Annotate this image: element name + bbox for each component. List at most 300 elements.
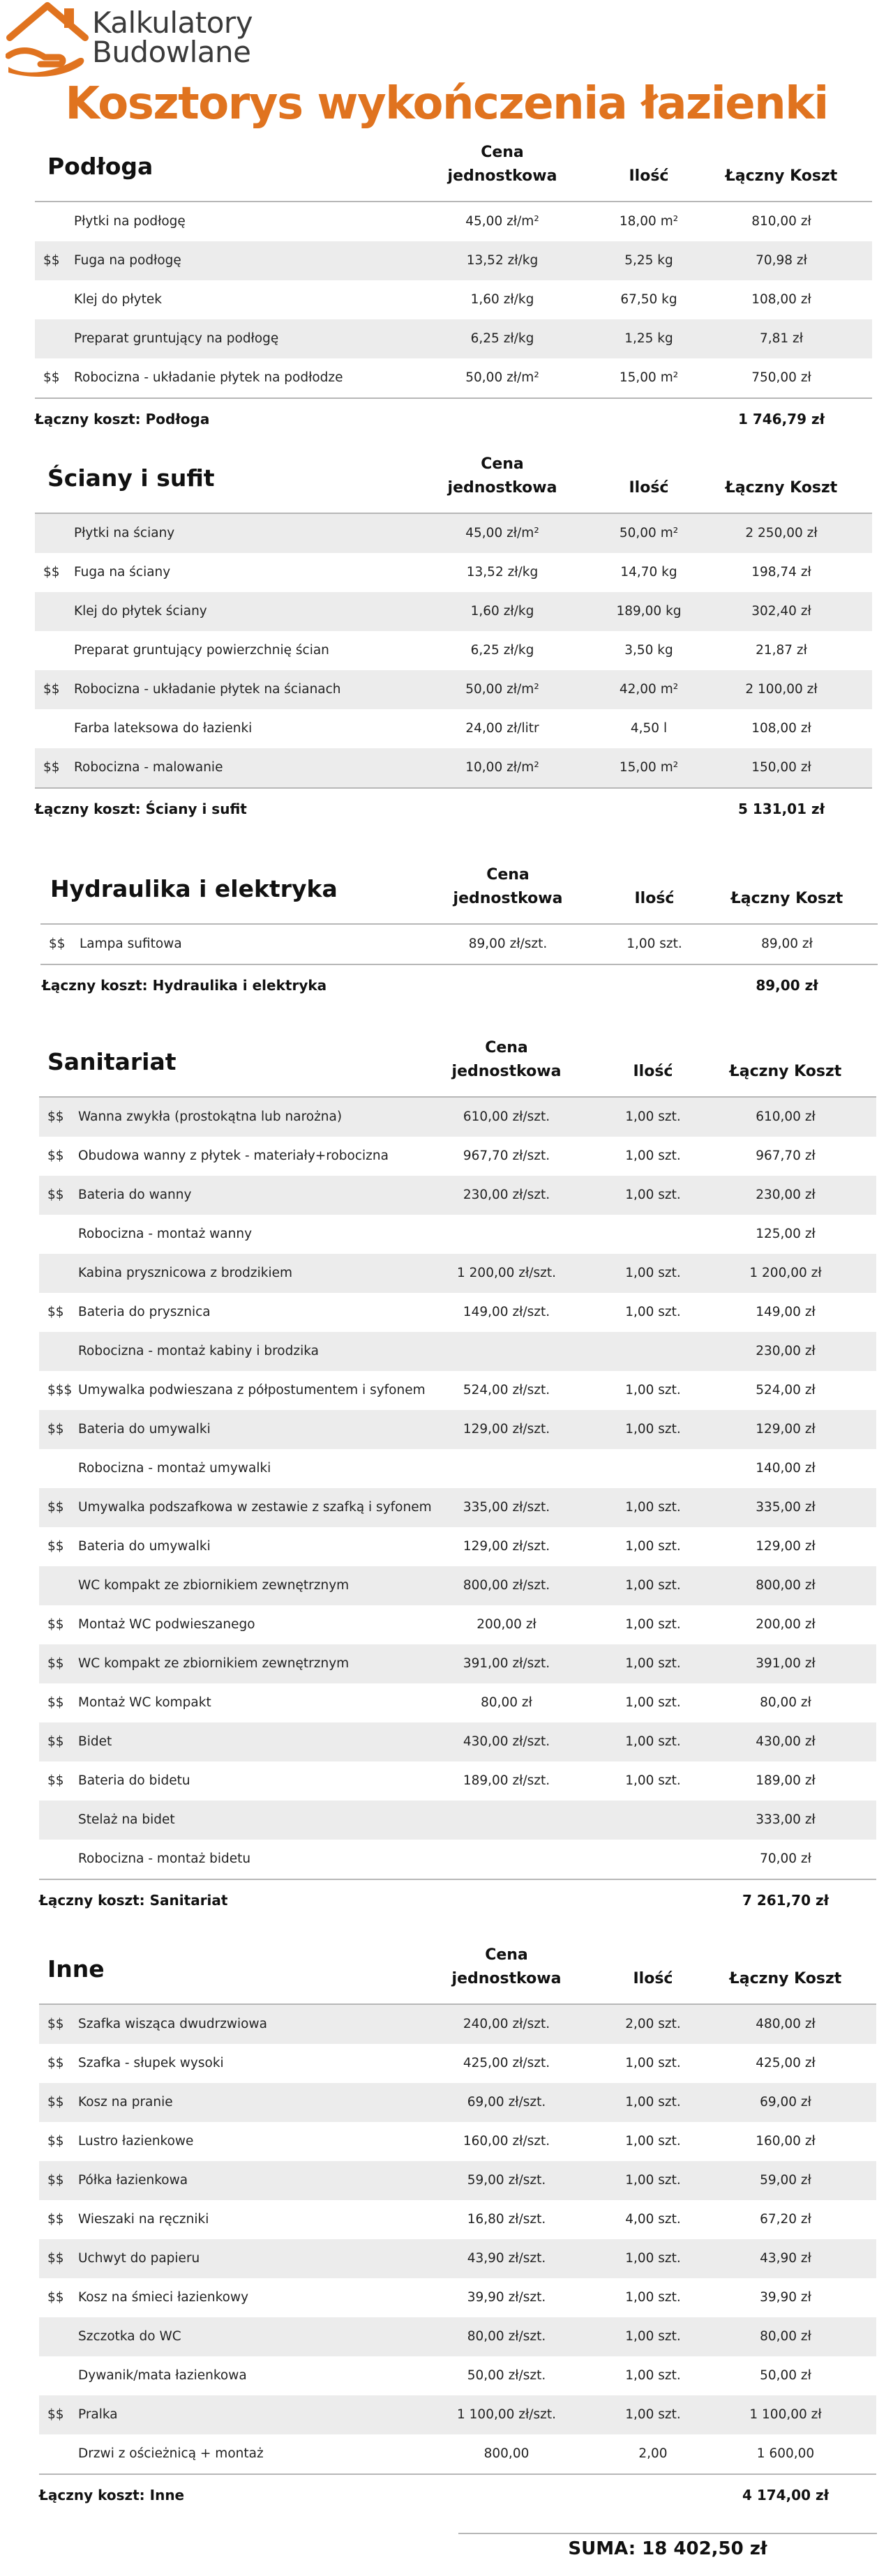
table-row xyxy=(39,1449,876,1488)
item-name: Szafka - słupek wysoki xyxy=(78,2056,224,2070)
quantity: 1,00 szt. xyxy=(625,1617,681,1632)
item-name: WC kompakt ze zbiornikiem zewnętrznym xyxy=(78,1578,350,1593)
table-row xyxy=(39,1566,876,1605)
line-total: 50,00 zł xyxy=(760,2368,811,2383)
table-row xyxy=(39,1801,876,1840)
item-name: Pralka xyxy=(78,2407,118,2422)
quantity: 1,25 kg xyxy=(624,331,673,346)
table-row xyxy=(39,2200,876,2239)
price-level-mark: $$ xyxy=(47,2251,64,2266)
line-total: 7,81 zł xyxy=(759,331,804,346)
quantity: 2,00 xyxy=(638,2446,668,2461)
section-summary-total: 7 261,70 zł xyxy=(742,1892,830,1909)
unit-price: 1,60 zł/kg xyxy=(470,604,534,619)
cost-section xyxy=(35,444,872,826)
item-name: Fuga na ściany xyxy=(74,565,171,579)
table-row xyxy=(39,1176,876,1215)
table-row xyxy=(39,1644,876,1683)
line-total: 430,00 zł xyxy=(756,1734,816,1749)
table-row xyxy=(39,1371,876,1410)
table-row xyxy=(40,925,878,964)
section-title: Inne xyxy=(47,1955,105,1983)
item-name: Lustro łazienkowe xyxy=(78,2134,194,2149)
item-name: Montaż WC podwieszanego xyxy=(78,1617,255,1632)
line-total: 21,87 zł xyxy=(756,643,807,658)
column-header-price-line2: jednostkowa xyxy=(451,1970,562,1987)
item-name: Robocizna - malowanie xyxy=(74,760,223,775)
cost-section xyxy=(39,1028,876,1918)
unit-price: 50,00 zł/m² xyxy=(465,682,539,697)
line-total: 149,00 zł xyxy=(756,1305,816,1319)
line-total: 230,00 zł xyxy=(756,1344,816,1358)
item-name: Kabina prysznicowa z brodzikiem xyxy=(78,1266,293,1280)
unit-price: 1 100,00 zł/szt. xyxy=(457,2407,556,2422)
item-name: WC kompakt ze zbiornikiem zewnętrznym xyxy=(78,1656,350,1671)
table-row xyxy=(39,1293,876,1332)
page-title: Kosztorys wykończenia łazienki xyxy=(65,78,828,130)
item-name: Montaż WC kompakt xyxy=(78,1695,211,1710)
item-name: Bidet xyxy=(78,1734,112,1749)
quantity: 1,00 szt. xyxy=(625,2056,681,2070)
quantity: 15,00 m² xyxy=(619,370,679,385)
quantity: 1,00 szt. xyxy=(625,2134,681,2149)
line-total: 108,00 zł xyxy=(751,721,811,736)
section-summary-total: 4 174,00 zł xyxy=(742,2487,830,2503)
price-level-mark: $$ xyxy=(47,1109,64,1124)
line-total: 800,00 zł xyxy=(756,1578,816,1593)
price-level-mark: $$ xyxy=(47,2290,64,2305)
section-summary-label: Łączny koszt: Sanitariat xyxy=(39,1892,228,1909)
unit-price: 13,52 zł/kg xyxy=(466,253,539,268)
quantity: 4,50 l xyxy=(630,721,668,736)
unit-price: 80,00 zł xyxy=(481,1695,532,1710)
item-name: Robocizna - montaż kabiny i brodzika xyxy=(78,1344,319,1358)
column-header-price-line1: Cena xyxy=(485,1039,528,1056)
quantity: 1,00 szt. xyxy=(625,1305,681,1319)
quantity: 1,00 szt. xyxy=(625,1422,681,1437)
unit-price: 16,80 zł/szt. xyxy=(467,2212,546,2227)
quantity: 1,00 szt. xyxy=(625,1539,681,1554)
unit-price: 610,00 zł/szt. xyxy=(463,1109,550,1124)
column-header-price xyxy=(431,863,585,911)
section-summary xyxy=(39,1879,876,1918)
item-name: Bateria do wanny xyxy=(78,1188,192,1202)
item-name: Robocizna - montaż wanny xyxy=(78,1227,253,1241)
item-name: Obudowa wanny z płytek - materiały+robocizna xyxy=(78,1149,389,1163)
column-header-total: Łączny Koszt xyxy=(725,479,838,497)
unit-price: 149,00 zł/szt. xyxy=(463,1305,550,1319)
item-name: Klej do płytek ściany xyxy=(74,604,207,619)
price-level-mark: $$ xyxy=(47,1773,64,1788)
section-title: Hydraulika i elektryka xyxy=(50,875,338,902)
line-total: 200,00 zł xyxy=(756,1617,816,1632)
table-row xyxy=(39,1098,876,1137)
section-summary xyxy=(35,397,872,437)
table-row xyxy=(39,2356,876,2395)
price-level-mark: $$ xyxy=(47,1617,64,1632)
quantity: 1,00 szt. xyxy=(625,1188,681,1202)
section-header xyxy=(39,1935,876,2005)
unit-price: 129,00 zł/szt. xyxy=(463,1422,550,1437)
quantity: 1,00 szt. xyxy=(625,1149,681,1163)
quantity: 1,00 szt. xyxy=(625,1383,681,1397)
table-row xyxy=(35,553,872,592)
item-name: Uchwyt do papieru xyxy=(78,2251,200,2266)
price-level-mark: $$ xyxy=(43,760,60,775)
quantity: 1,00 szt. xyxy=(625,1578,681,1593)
item-name: Robocizna - układanie płytek na ścianach xyxy=(74,682,341,697)
cost-section xyxy=(40,855,878,1003)
table-row xyxy=(39,1605,876,1644)
item-name: Szczotka do WC xyxy=(78,2329,181,2344)
quantity: 1,00 szt. xyxy=(625,2290,681,2305)
item-name: Robocizna - montaż bidetu xyxy=(78,1851,251,1866)
line-total: 610,00 zł xyxy=(756,1109,816,1124)
section-title: Ściany i sufit xyxy=(47,464,215,492)
line-total: 1 100,00 zł xyxy=(749,2407,822,2422)
item-name: Stelaż na bidet xyxy=(78,1812,175,1827)
item-name: Fuga na podłogę xyxy=(74,253,181,268)
item-name: Robocizna - układanie płytek na podłodze xyxy=(74,370,343,385)
price-level-mark: $$ xyxy=(47,2134,64,2149)
quantity: 1,00 szt. xyxy=(625,1266,681,1280)
table-row xyxy=(35,709,872,748)
table-row xyxy=(35,358,872,397)
table-row xyxy=(39,1722,876,1761)
unit-price: 200,00 zł xyxy=(476,1617,536,1632)
price-level-mark: $$ xyxy=(47,1695,64,1710)
cost-section xyxy=(35,132,872,437)
column-header-qty: Ilość xyxy=(629,479,669,497)
quantity: 67,50 kg xyxy=(620,292,677,307)
price-level-mark: $$ xyxy=(43,370,60,385)
line-total: 89,00 zł xyxy=(761,937,813,951)
price-level-mark: $$$ xyxy=(47,1383,73,1397)
unit-price: 967,70 zł/szt. xyxy=(463,1149,550,1163)
line-total: 70,00 zł xyxy=(760,1851,811,1866)
table-row xyxy=(35,670,872,709)
line-total: 70,98 zł xyxy=(756,253,807,268)
unit-price: 800,00 zł/szt. xyxy=(463,1578,550,1593)
section-summary xyxy=(40,964,878,1003)
column-header-price-line2: jednostkowa xyxy=(451,1063,562,1080)
item-name: Bateria do prysznica xyxy=(78,1305,211,1319)
line-total: 198,74 zł xyxy=(751,565,811,579)
column-header-total: Łączny Koszt xyxy=(725,167,838,185)
item-name: Bateria do umywalki xyxy=(78,1422,211,1437)
item-name: Farba lateksowa do łazienki xyxy=(74,721,253,736)
unit-price: 24,00 zł/litr xyxy=(465,721,539,736)
quantity: 1,00 szt. xyxy=(625,2329,681,2344)
column-header-qty: Ilość xyxy=(633,1970,673,1987)
quantity: 4,00 szt. xyxy=(625,2212,681,2227)
table-row xyxy=(39,2278,876,2317)
unit-price: 430,00 zł/szt. xyxy=(463,1734,550,1749)
quantity: 5,25 kg xyxy=(624,253,673,268)
unit-price: 335,00 zł/szt. xyxy=(463,1500,550,1515)
column-header-total: Łączny Koszt xyxy=(729,1970,842,1987)
line-total: 391,00 zł xyxy=(756,1656,816,1671)
line-total: 333,00 zł xyxy=(756,1812,816,1827)
cost-section xyxy=(39,1935,876,2513)
quantity: 1,00 szt. xyxy=(625,2095,681,2109)
table-row xyxy=(39,1761,876,1801)
line-total: 480,00 zł xyxy=(756,2017,816,2031)
quantity: 1,00 szt. xyxy=(626,937,682,951)
quantity: 15,00 m² xyxy=(619,760,679,775)
brand-name-line1: Kalkulatory xyxy=(92,6,253,40)
price-level-mark: $$ xyxy=(47,1149,64,1163)
table-row xyxy=(39,2044,876,2083)
price-level-mark: $$ xyxy=(47,1734,64,1749)
line-total: 2 250,00 zł xyxy=(745,526,818,540)
section-summary-label: Łączny koszt: Inne xyxy=(39,2487,185,2503)
table-row xyxy=(39,1254,876,1293)
unit-price: 240,00 zł/szt. xyxy=(463,2017,550,2031)
quantity: 189,00 kg xyxy=(616,604,682,619)
section-header xyxy=(35,132,872,202)
price-level-mark: $$ xyxy=(47,2173,64,2188)
price-level-mark: $$ xyxy=(47,2095,64,2109)
price-level-mark: $$ xyxy=(47,2017,64,2031)
unit-price: 39,90 zł/szt. xyxy=(467,2290,546,2305)
table-row xyxy=(39,2239,876,2278)
column-header-price-line1: Cena xyxy=(486,866,530,884)
unit-price: 59,00 zł/szt. xyxy=(467,2173,546,2188)
line-total: 69,00 zł xyxy=(760,2095,811,2109)
brand-name-line2: Budowlane xyxy=(92,35,251,69)
price-level-mark: $$ xyxy=(47,1656,64,1671)
price-level-mark: $$ xyxy=(47,1422,64,1437)
unit-price: 45,00 zł/m² xyxy=(465,214,539,229)
table-row xyxy=(39,1840,876,1879)
quantity: 1,00 szt. xyxy=(625,1500,681,1515)
quantity: 1,00 szt. xyxy=(625,1656,681,1671)
table-row xyxy=(35,592,872,631)
item-name: Umywalka podszafkowa w zestawie z szafką i syfonem xyxy=(78,1500,432,1515)
line-total: 39,90 zł xyxy=(760,2290,811,2305)
section-summary-total: 5 131,01 zł xyxy=(737,801,825,817)
table-row xyxy=(35,241,872,280)
section-header xyxy=(40,855,878,925)
line-total: 2 100,00 zł xyxy=(745,682,818,697)
unit-price: 80,00 zł/szt. xyxy=(467,2329,546,2344)
price-level-mark: $$ xyxy=(43,253,60,268)
unit-price: 160,00 zł/szt. xyxy=(463,2134,550,2149)
quantity: 3,50 kg xyxy=(624,643,673,658)
column-header-price-line2: jednostkowa xyxy=(447,167,557,185)
line-total: 160,00 zł xyxy=(756,2134,816,2149)
table-row xyxy=(35,319,872,358)
column-header-price xyxy=(426,453,579,500)
table-row xyxy=(35,280,872,319)
price-level-mark: $$ xyxy=(47,1305,64,1319)
column-header-total: Łączny Koszt xyxy=(730,890,843,907)
section-header xyxy=(35,444,872,514)
column-header-qty: Ilość xyxy=(629,167,669,185)
unit-price: 230,00 zł/szt. xyxy=(463,1188,550,1202)
quantity: 1,00 szt. xyxy=(625,1109,681,1124)
section-summary xyxy=(35,787,872,826)
line-total: 108,00 zł xyxy=(751,292,811,307)
table-row xyxy=(39,1215,876,1254)
section-summary-label: Łączny koszt: Hydraulika i elektryka xyxy=(42,977,327,994)
section-summary xyxy=(39,2473,876,2513)
item-name: Półka łazienkowa xyxy=(78,2173,188,2188)
section-summary-total: 1 746,79 zł xyxy=(737,411,825,427)
item-name: Wieszaki na ręczniki xyxy=(78,2212,209,2227)
item-name: Płytki na podłogę xyxy=(74,214,186,229)
price-level-mark: $$ xyxy=(49,937,66,951)
column-header-price-line1: Cena xyxy=(481,455,524,473)
item-name: Klej do płytek xyxy=(74,292,162,307)
unit-price: 800,00 xyxy=(483,2446,530,2461)
item-name: Robocizna - montaż umywalki xyxy=(78,1461,271,1476)
line-total: 80,00 zł xyxy=(760,1695,811,1710)
table-row xyxy=(39,2395,876,2434)
table-row xyxy=(39,1527,876,1566)
unit-price: 43,90 zł/szt. xyxy=(467,2251,546,2266)
section-title: Podłoga xyxy=(47,153,153,180)
unit-price: 1,60 zł/kg xyxy=(470,292,534,307)
quantity: 1,00 szt. xyxy=(625,1695,681,1710)
price-level-mark: $$ xyxy=(43,565,60,579)
table-row xyxy=(39,2122,876,2161)
item-name: Bateria do bidetu xyxy=(78,1773,190,1788)
grand-total-divider xyxy=(458,2533,877,2534)
unit-price: 50,00 zł/m² xyxy=(465,370,539,385)
quantity: 14,70 kg xyxy=(620,565,677,579)
table-row xyxy=(39,2434,876,2473)
column-header-price-line1: Cena xyxy=(481,144,524,161)
column-header-price xyxy=(426,141,579,188)
line-total: 129,00 zł xyxy=(756,1539,816,1554)
table-row xyxy=(39,1488,876,1527)
section-summary-total: 89,00 zł xyxy=(756,977,818,994)
line-total: 1 200,00 zł xyxy=(749,1266,822,1280)
line-total: 750,00 zł xyxy=(751,370,811,385)
unit-price: 524,00 zł/szt. xyxy=(463,1383,550,1397)
price-level-mark: $$ xyxy=(43,682,60,697)
unit-price: 45,00 zł/m² xyxy=(465,526,539,540)
item-name: Preparat gruntujący na podłogę xyxy=(74,331,279,346)
unit-price: 129,00 zł/szt. xyxy=(463,1539,550,1554)
table-row xyxy=(39,2083,876,2122)
line-total: 150,00 zł xyxy=(751,760,811,775)
quantity: 18,00 m² xyxy=(619,214,679,229)
column-header-qty: Ilość xyxy=(634,890,675,907)
section-summary-label: Łączny koszt: Podłoga xyxy=(35,411,210,427)
column-header-price-line2: jednostkowa xyxy=(453,890,563,907)
quantity: 1,00 szt. xyxy=(625,2368,681,2383)
section-header xyxy=(39,1028,876,1098)
quantity: 2,00 szt. xyxy=(625,2017,681,2031)
unit-price: 50,00 zł/szt. xyxy=(467,2368,546,2383)
quantity: 1,00 szt. xyxy=(625,2407,681,2422)
unit-price: 69,00 zł/szt. xyxy=(467,2095,546,2109)
item-name: Drzwi z ościeżnicą + montaż xyxy=(78,2446,264,2461)
line-total: 967,70 zł xyxy=(756,1149,816,1163)
price-level-mark: $$ xyxy=(47,2212,64,2227)
column-header-price-line2: jednostkowa xyxy=(447,479,557,497)
unit-price: 13,52 zł/kg xyxy=(466,565,539,579)
line-total: 140,00 zł xyxy=(756,1461,816,1476)
item-name: Wanna zwykła (prostokątna lub narożna) xyxy=(78,1109,343,1124)
table-row xyxy=(35,514,872,553)
table-row xyxy=(39,2161,876,2200)
price-level-mark: $$ xyxy=(47,2056,64,2070)
quantity: 1,00 szt. xyxy=(625,2173,681,2188)
item-name: Kosz na śmieci łazienkowy xyxy=(78,2290,249,2305)
quantity: 1,00 szt. xyxy=(625,1734,681,1749)
item-name: Płytki na ściany xyxy=(74,526,175,540)
line-total: 67,20 zł xyxy=(760,2212,811,2227)
column-header-price xyxy=(430,1036,583,1084)
price-level-mark: $$ xyxy=(47,1539,64,1554)
unit-price: 10,00 zł/m² xyxy=(465,760,539,775)
house-hands-logo-icon xyxy=(6,1,89,77)
line-total: 80,00 zł xyxy=(760,2329,811,2344)
item-name: Bateria do umywalki xyxy=(78,1539,211,1554)
line-total: 230,00 zł xyxy=(756,1188,816,1202)
table-row xyxy=(35,202,872,241)
quantity: 1,00 szt. xyxy=(625,1773,681,1788)
line-total: 302,40 zł xyxy=(751,604,811,619)
unit-price: 6,25 zł/kg xyxy=(470,643,534,658)
line-total: 425,00 zł xyxy=(756,2056,816,2070)
line-total: 43,90 zł xyxy=(760,2251,811,2266)
table-row xyxy=(35,748,872,787)
quantity: 1,00 szt. xyxy=(625,2251,681,2266)
unit-price: 189,00 zł/szt. xyxy=(463,1773,550,1788)
unit-price: 1 200,00 zł/szt. xyxy=(457,1266,556,1280)
table-row xyxy=(39,2005,876,2044)
line-total: 524,00 zł xyxy=(756,1383,816,1397)
column-header-price-line1: Cena xyxy=(485,1946,528,1964)
item-name: Kosz na pranie xyxy=(78,2095,173,2109)
column-header-total: Łączny Koszt xyxy=(729,1063,842,1080)
table-row xyxy=(39,1683,876,1722)
quantity: 42,00 m² xyxy=(619,682,679,697)
quantity: 50,00 m² xyxy=(619,526,679,540)
line-total: 810,00 zł xyxy=(751,214,811,229)
line-total: 1 600,00 xyxy=(756,2446,815,2461)
item-name: Lampa sufitowa xyxy=(80,937,182,951)
unit-price: 89,00 zł/szt. xyxy=(468,937,548,951)
price-level-mark: $$ xyxy=(47,1188,64,1202)
table-row xyxy=(39,2317,876,2356)
line-total: 125,00 zł xyxy=(756,1227,816,1241)
unit-price: 391,00 zł/szt. xyxy=(463,1656,550,1671)
unit-price: 6,25 zł/kg xyxy=(470,331,534,346)
brand-logo xyxy=(6,0,257,78)
price-level-mark: $$ xyxy=(47,2407,64,2422)
unit-price: 425,00 zł/szt. xyxy=(463,2056,550,2070)
line-total: 129,00 zł xyxy=(756,1422,816,1437)
column-header-price xyxy=(430,1944,583,1991)
item-name: Preparat gruntujący powierzchnię ścian xyxy=(74,643,329,658)
line-total: 189,00 zł xyxy=(756,1773,816,1788)
grand-total: SUMA: 18 402,50 zł xyxy=(568,2538,767,2559)
item-name: Szafka wisząca dwudrzwiowa xyxy=(78,2017,267,2031)
line-total: 59,00 zł xyxy=(760,2173,811,2188)
column-header-qty: Ilość xyxy=(633,1063,673,1080)
table-row xyxy=(39,1410,876,1449)
line-total: 335,00 zł xyxy=(756,1500,816,1515)
table-row xyxy=(39,1137,876,1176)
section-summary-label: Łączny koszt: Ściany i sufit xyxy=(35,801,247,817)
price-level-mark: $$ xyxy=(47,1500,64,1515)
